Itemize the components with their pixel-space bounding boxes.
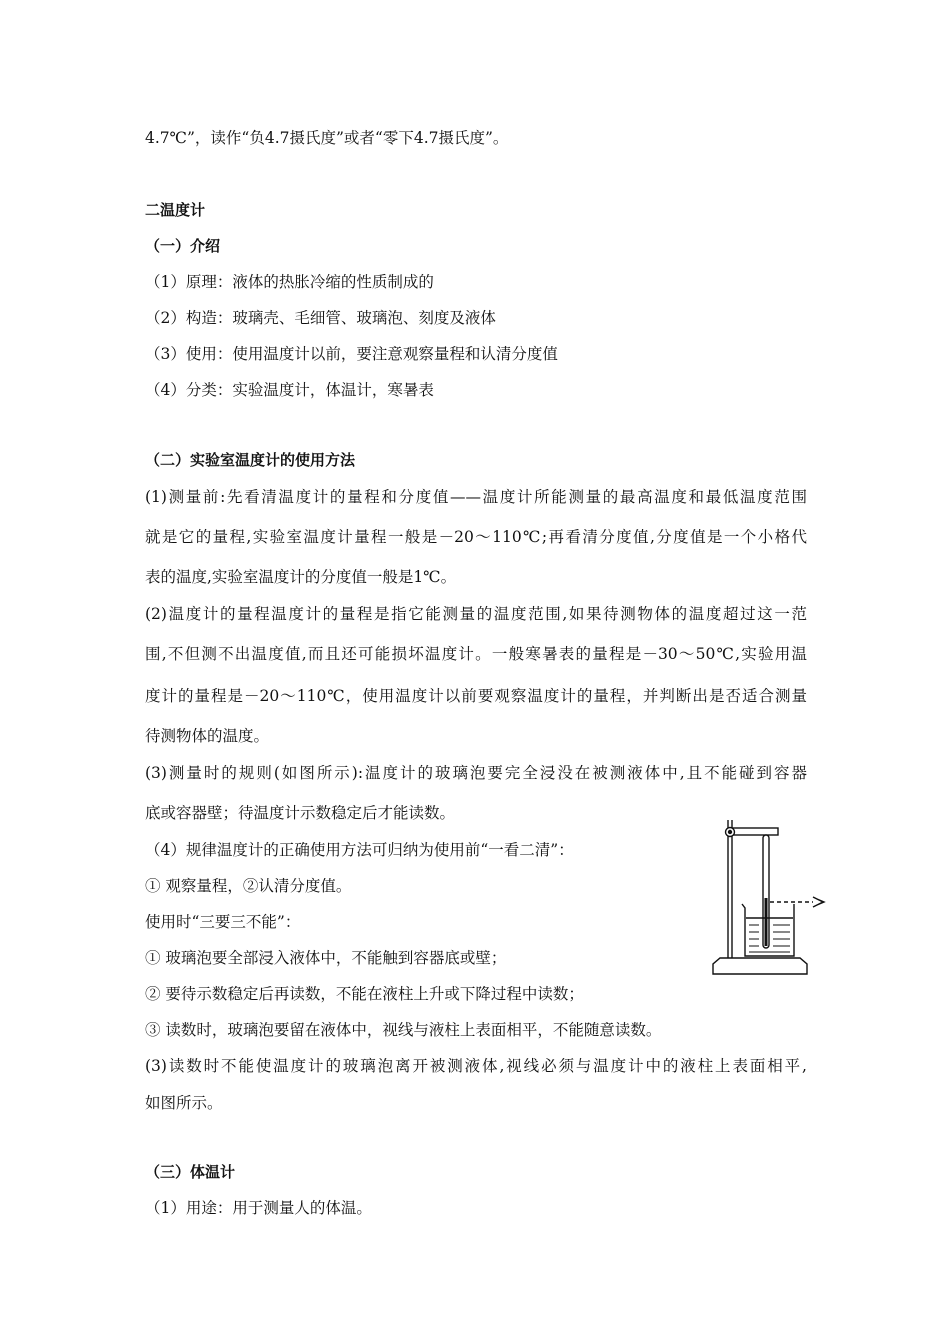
eye-arrow-icon xyxy=(813,897,824,907)
text-line: 待测物体的温度。 xyxy=(145,727,270,745)
subsection-heading: （二）实验室温度计的使用方法 xyxy=(145,451,356,469)
text-line: ③ 读数时，玻璃泡要留在液体中，视线与液柱上表面相平，不能随意读数。 xyxy=(145,1021,662,1039)
text-line: (1)测量前:先看清温度计的量程和分度值——温度计所能测量的最高温度和最低温度范围 xyxy=(145,488,807,506)
text-line: ① 玻璃泡要全部浸入液体中，不能触到容器底或壁； xyxy=(145,949,507,967)
text-line: 如图所示。 xyxy=(145,1094,223,1112)
text-line: (2)温度计的量程温度计的量程是指它能测量的温度范围,如果待测物体的温度超过这一范 xyxy=(145,605,807,623)
text-line: 度计的量程是－20～110℃，使用温度计以前要观察温度计的量程，并判断出是否适合测量 xyxy=(145,687,807,705)
subsection-heading: （三）体温计 xyxy=(145,1163,236,1181)
text-line: （1）原理：液体的热胀冷缩的性质制成的 xyxy=(145,273,434,291)
stand-base xyxy=(713,958,807,974)
section-heading: 二温度计 xyxy=(145,201,206,219)
subsection-heading: （一）介绍 xyxy=(145,237,221,255)
text-line: （2）构造：玻璃壳、毛细管、玻璃泡、刻度及液体 xyxy=(145,309,496,327)
text-line: （4）分类：实验温度计，体温计，寒暑表 xyxy=(145,381,434,399)
text-line: 表的温度,实验室温度计的分度值一般是1℃。 xyxy=(145,568,457,586)
clamp-arm xyxy=(732,828,778,835)
text-line: （4）规律温度计的正确使用方法可归纳为使用前“一看二清”： xyxy=(145,841,574,859)
text-line: 底或容器壁；待温度计示数稳定后才能读数。 xyxy=(145,804,456,822)
thermometer-setup-illustration xyxy=(708,818,828,978)
text-line: (3)读数时不能使温度计的玻璃泡离开被测液体,视线必须与温度计中的液柱上表面相平, xyxy=(145,1057,807,1075)
text-line: (3)测量时的规则(如图所示):温度计的玻璃泡要完全浸没在被测液体中,且不能碰到容器 xyxy=(145,764,807,782)
text-line: 就是它的量程,实验室温度计量程一般是－20～110℃;再看清分度值,分度值是一个小格代 xyxy=(145,528,807,546)
text-line: 使用时“三要三不能”： xyxy=(145,913,301,931)
text-line: 4.7℃”，读作“负4.7摄氏度”或者“零下4.7摄氏度”。 xyxy=(145,129,509,147)
text-line: ② 要待示数稳定后再读数，不能在液柱上升或下降过程中读数； xyxy=(145,985,584,1003)
text-line: （3）使用：使用温度计以前，要注意观察量程和认清分度值 xyxy=(145,345,558,363)
text-line: （1）用途：用于测量人的体温。 xyxy=(145,1199,372,1217)
text-line: 围,不但测不出温度值,而且还可能损坏温度计。一般寒暑表的量程是－30～50℃,实验用温 xyxy=(145,645,807,663)
text-line: ① 观察量程，②认清分度值。 xyxy=(145,877,352,895)
